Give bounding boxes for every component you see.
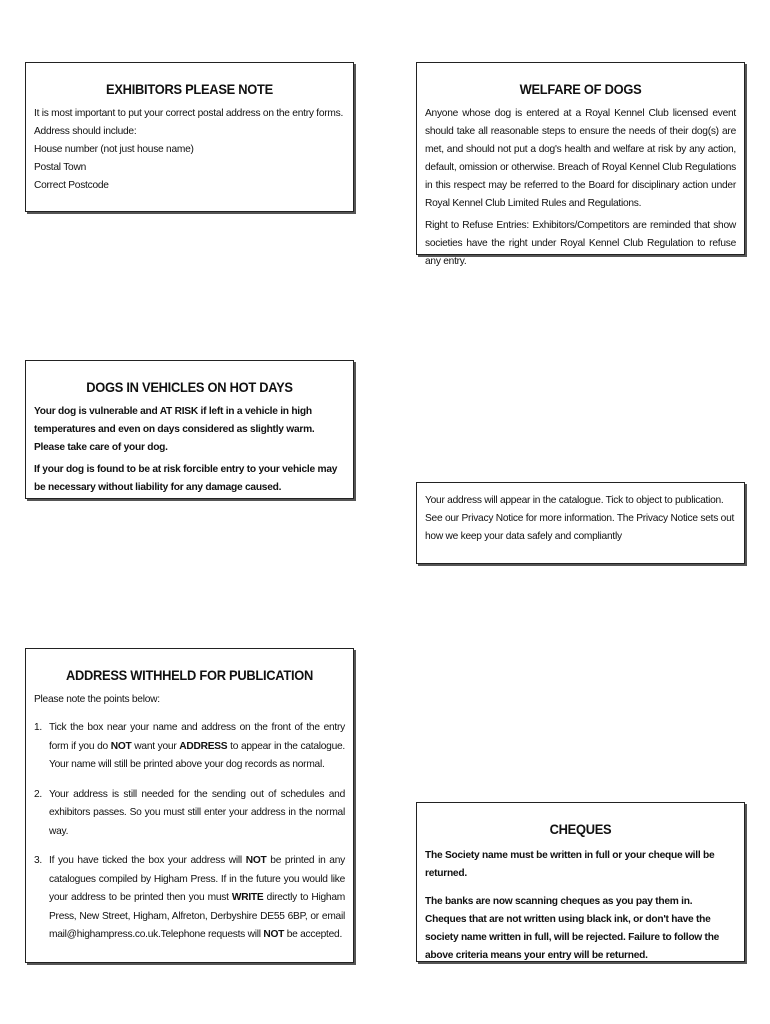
vehicles-title: DOGS IN VEHICLES ON HOT DAYS [86,379,293,395]
point-text: Tick the box near your name and address on the front of the entry form if you do [49,722,345,752]
point-emphasis: WRITE [231,892,264,903]
refuse-entries-paragraph: Right to Refuse Entries: Exhibitors/Competitors are reminded that show societies have the right under Royal Kennel Club Regulation to refuse any entry. [425,220,736,267]
point-number: 1. [34,722,42,733]
withheld-intro: Please note the points below: [34,694,160,705]
welfare-title: WELFARE OF DOGS [519,81,642,97]
exhibitors-line: Address should include: [34,126,137,137]
cheques-name-rule: The Society name must be written in full or your cheque will be returned. [425,850,715,879]
point-text: If you have ticked the box your address will [49,855,246,866]
exhibitors-line: Postal Town [34,162,86,173]
vehicles-warning: Your dog is vulnerable and AT RISK if left in a vehicle in high temperatures and even on days considered as slightly warm. Please take care of your dog. [34,406,315,453]
point-emphasis: ADDRESS [179,740,228,752]
cheques-scanning-rule: The banks are now scanning cheques as you pay them in. Cheques that are not written using black ink, or don't have the society name written in full, will be rejected. Failure to follow the above criteria means your entry will be returned. [425,896,720,961]
point-emphasis: NOT [263,929,285,940]
exhibitors-line: It is most important to put your correct postal address on the entry forms. [34,108,344,119]
exhibitors-notice-box [25,62,354,212]
point-emphasis: NOT [110,740,132,752]
exhibitors-line: Correct Postcode [34,180,109,191]
point-text: directly to Higham Press, New Street, Higham, Alfreton, Derbyshire DE55 6BP, or email mail@highampress.co.uk.Telephone requests will [49,892,345,940]
point-emphasis: NOT [245,855,267,866]
withheld-title: ADDRESS WITHHELD FOR PUBLICATION [65,667,314,683]
vehicles-forcible-entry: If your dog is found to be at risk forcible entry to your vehicle may be necessary without liability for any damage caused. [34,464,338,493]
point-number: 2. [34,788,42,800]
privacy-text: Your address will appear in the catalogue. Tick to object to publication. See our Privacy Notice for more information. The Privacy Notice sets out how we keep your data safely and compliantly [425,495,735,542]
vehicles-notice-box [25,360,354,499]
point-number: 3. [34,855,42,866]
withheld-point-3 [34,852,345,945]
cheques-title: CHEQUES [549,821,612,837]
exhibitors-line: House number (not just house name) [34,144,194,155]
address-withheld-box [25,648,354,963]
exhibitors-title: EXHIBITORS PLEASE NOTE [106,81,273,97]
point-text: be accepted. [284,929,343,940]
point-text: want your [131,740,180,752]
welfare-paragraph: Anyone whose dog is entered at a Royal Kennel Club licensed event should take all reasonable steps to ensure the needs of their dog(s) are met, and should not put a dog's health and welfare at risk by any action, default, omission or otherwise. Breach of Royal Kennel Club Regulations in this respect may be referred to the Board for disciplinary action under Royal Kennel Club Limited Rules and Regulations. [425,108,736,209]
withheld-point-1 [34,719,345,775]
point-text: Your address is still needed for the sending out of schedules and exhibitors passes. So you must still enter your address in the normal way. [49,788,345,837]
withheld-point-2 [34,786,345,842]
point-text: be printed in any catalogues compiled by Higham Press. If in the future you would like your address to be printed then you must [49,855,345,903]
privacy-notice-box [416,482,745,564]
cheques-notice-box [416,802,745,962]
point-text: to appear in the catalogue. Your name will still be printed above your dog records as normal. [49,740,345,770]
welfare-notice-box [416,62,745,267]
